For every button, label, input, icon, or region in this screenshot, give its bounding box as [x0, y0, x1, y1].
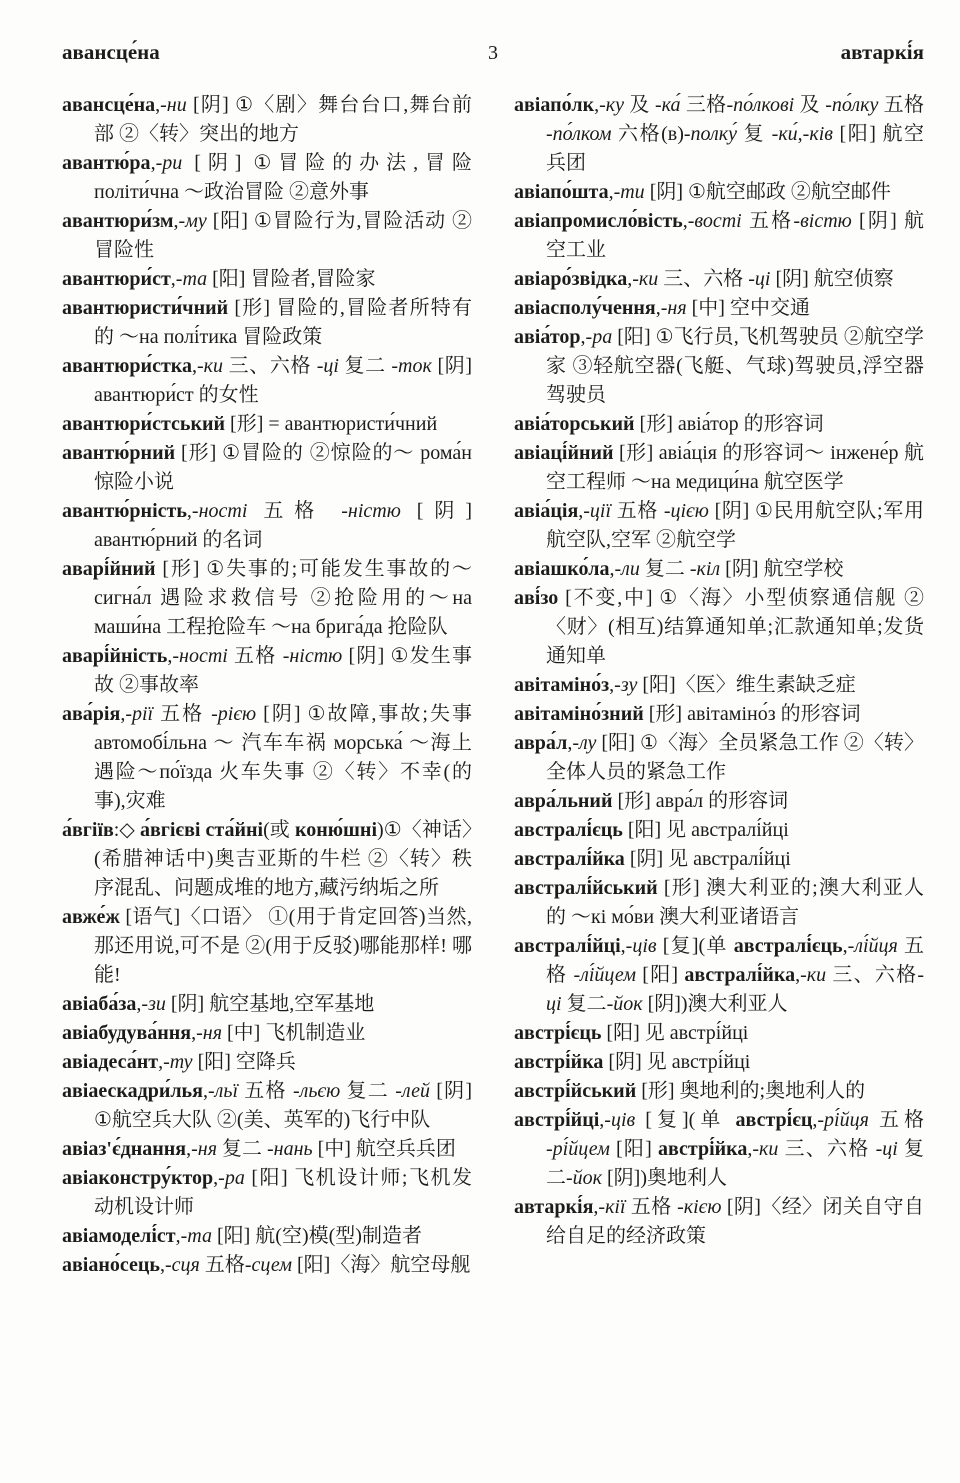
- dictionary-entry: авіаз'є́днання,-ня 复二 -нань [中] 航空兵兵团: [62, 1138, 456, 1160]
- entry-headword: австралі́йка: [514, 848, 625, 870]
- entry-headword: авіа́тор: [514, 326, 581, 348]
- dictionary-entry: авіамоделі́ст,-та [阳] 航(空)模(型)制造者: [62, 1225, 422, 1247]
- entry-headword: авіа́торський: [514, 413, 635, 435]
- entry-headword: авіабудува́ння: [62, 1022, 192, 1044]
- entry-headword: австралі́єць: [514, 819, 623, 841]
- dictionary-entry: австралі́йський [形] 澳大利亚的;澳大利亚人的 ～кі мо́ви 澳大利亚诸语言: [514, 877, 924, 928]
- dictionary-entry: авітаміно́з,-зу [阳]〈医〉维生素缺乏症: [514, 674, 856, 696]
- dictionary-entry: авіано́сець,-сця 五格-сцем [阳]〈海〉航空母舰: [62, 1254, 471, 1276]
- dictionary-entry: авіаескадри́лья,-льї 五格 -льєю 复二 -лей [阴] ①航空兵大队 ②(美、英军的)飞行中队: [62, 1080, 472, 1131]
- entry-headword: авже́ж: [62, 906, 120, 928]
- dictionary-entry: авантюри́стський [形] = авантюристи́чний: [62, 413, 438, 435]
- entry-headword: авіамоделі́ст: [62, 1225, 176, 1247]
- entry-headword: авантюристи́чний: [62, 297, 229, 319]
- entry-headword: авантю́рний: [62, 442, 176, 464]
- entry-headword: автаркі́я: [514, 1196, 594, 1218]
- dictionary-entry: авантюри́зм,-му [阳] ①冒险行为,冒险活动 ②冒险性: [62, 210, 472, 261]
- entry-headword: аварі́йний: [62, 558, 156, 580]
- entry-headword: аві́зо: [514, 587, 559, 609]
- dictionary-entry: австрі́йці,-ців [复](单 австрі́єц,-рі́йця 五格 -рі́йцем [阳] австрі́йка,-ки 三、六格 -ці 复二-йок [阴])奥地利人: [514, 1109, 925, 1189]
- entry-headword: австрі́йський: [514, 1080, 637, 1102]
- dictionary-entry: авантю́рність,-ності 五格 -ністю [阴] авантю́рний 的名词: [62, 500, 472, 551]
- entry-headword: авіано́сець: [62, 1254, 160, 1276]
- entry-headword: австрі́йка: [514, 1051, 604, 1073]
- dictionary-entry: авантюри́ст,-та [阳] 冒险者,冒险家: [62, 268, 376, 290]
- dictionary-entry: австралі́йка [阴] 见 австралі́йці: [514, 848, 791, 870]
- dictionary-entry: авіаба́за,-зи [阴] 航空基地,空军基地: [62, 993, 375, 1015]
- running-header: [62, 40, 924, 65]
- entry-headword: авіаескадри́лья: [62, 1080, 203, 1102]
- dictionary-entry: авже́ж [语气]〈口语〉 ①(用于肯定回答)当然,那还用说,可不是 ②(用于反驳)哪能那样! 哪能!: [62, 906, 472, 986]
- dictionary-entry: а́вгіїв:◇ а́вгієві ста́йні(或 коню́шні)①〈神话〉(希腊神话中)奥吉亚斯的牛栏 ②〈转〉秩序混乱、问题成堆的地方,藏污纳垢之所: [62, 819, 472, 899]
- dictionary-entry: авра́льний [形] авра́л 的形容词: [514, 790, 789, 812]
- entry-headword: а́вгіїв: [62, 819, 114, 841]
- right-column: [514, 91, 924, 1280]
- dictionary-entry: авіапо́шта,-ти [阴] ①航空邮政 ②航空邮件: [514, 181, 891, 203]
- entry-headword: австрі́єць: [514, 1022, 602, 1044]
- guide-word-left: авансце́на: [62, 40, 160, 64]
- page-number: 3: [488, 42, 498, 64]
- left-column: [62, 91, 472, 1280]
- dictionary-entry: авіаконстру́ктор,-ра [阳] 飞机设计师;飞机发动机设计师: [62, 1167, 472, 1218]
- entry-headword: авіапо́лк: [514, 94, 595, 116]
- dictionary-entry: авіабудува́ння,-ня [中] 飞机制造业: [62, 1022, 366, 1044]
- dictionary-entry: ава́рія,-рії 五格 -рією [阴] ①故障,事故;失事 автомобі́льна ～ 汽车车祸 морська́ ～海上遇险～по́їзда 火车失事 ②〈转〉不幸(的事),灾难: [62, 703, 472, 812]
- entry-headword: австралі́йський: [514, 877, 658, 899]
- entry-headword: авіашко́ла: [514, 558, 610, 580]
- dictionary-entry: австрі́єць [阳] 见 австрі́йці: [514, 1022, 749, 1044]
- dictionary-entry: австрі́йський [形] 奥地利的;奥地利人的: [514, 1080, 866, 1102]
- guide-word-right: автаркі́я: [840, 40, 924, 64]
- entry-headword: авіасполу́чення: [514, 297, 656, 319]
- entry-headword: авітаміно́з: [514, 674, 610, 696]
- dictionary-entry: авіа́тор,-ра [阳] ①飞行员,飞机驾驶员 ②航空学家 ③轻航空器(飞艇、气球)驾驶员,浮空器驾驶员: [514, 326, 924, 406]
- dictionary-entry: авіапромисло́вість,-вості 五格-вістю [阴] 航空工业: [514, 210, 924, 261]
- entry-headword: авансце́на: [62, 94, 156, 116]
- entry-headword: авра́л: [514, 732, 568, 754]
- entry-headword: авітаміно́зний: [514, 703, 644, 725]
- dictionary-entry: авіапо́лк,-ку 及 -ка́ 三格-по́лкові 及 -по́лку 五格 -по́лком 六格(в)-полку́ 复 -ки́,-ків [阳] 航空兵团: [514, 94, 924, 174]
- dictionary-entry: аві́зо [不变,中] ①〈海〉小型侦察通信舰 ②〈财〉(相互)结算通知单;汇款通知单;发货通知单: [514, 587, 924, 667]
- dictionary-entry: авіасполу́чення,-ня [中] 空中交通: [514, 297, 810, 319]
- entry-headword: австралі́йці: [514, 935, 621, 957]
- entry-headword: ава́рія: [62, 703, 121, 725]
- entry-headword: авантюри́ст: [62, 268, 171, 290]
- dictionary-entry: авіадеса́нт,-ту [阳] 空降兵: [62, 1051, 296, 1073]
- dictionary-entry: авантюристи́чний [形] 冒险的,冒险者所特有的 ～на полі́тика 冒险政策: [62, 297, 472, 348]
- dictionary-entry: австрі́йка [阴] 见 австрі́йці: [514, 1051, 751, 1073]
- dictionary-entry: аварі́йний [形] ①失事的;可能发生事故的～ сигна́л 遇险求救信号 ②抢险用的～на маши́на 工程抢险车 ～на брига́да 抢险队: [62, 558, 472, 638]
- entry-headword: авіаро́звідка: [514, 268, 628, 290]
- dictionary-entry: австралі́йці,-ців [复](单 австралі́єць,-лі́йця 五格 -лі́йцем [阳] австралі́йка,-ки 三、六格-ці 复二-йок [阴])澳大利亚人: [514, 935, 925, 1015]
- entry-headword: авіаба́за: [62, 993, 137, 1015]
- dictionary-entry: авантю́ра,-ри [阴] ①冒险的办法,冒险 політи́чна ～政治冒险 ②意外事: [62, 152, 472, 203]
- entry-headword: австрі́йці: [514, 1109, 600, 1131]
- dictionary-body: [62, 91, 924, 1280]
- entry-headword: авіаці́йний: [514, 442, 614, 464]
- dictionary-entry: австралі́єць [阳] 见 австралі́йці: [514, 819, 789, 841]
- dictionary-entry: авантюри́стка,-ки 三、六格 -ці 复二 -ток [阴] авантюри́ст 的女性: [62, 355, 473, 406]
- dictionary-entry: авіаці́йний [形] авіа́ція 的形容词～ інжене́р 航空工程师 ～на медици́на 航空医学: [514, 442, 924, 493]
- dictionary-entry: авіа́ція,-ції 五格 -цією [阴] ①民用航空队;军用航空队,空军 ②航空学: [514, 500, 925, 551]
- dictionary-entry: авіашко́ла,-ли 复二 -кіл [阴] 航空学校: [514, 558, 844, 580]
- dictionary-entry: авіа́торський [形] авіа́тор 的形容词: [514, 413, 824, 435]
- dictionary-entry: авра́л,-лу [阳] ①〈海〉全员紧急工作 ②〈转〉全体人员的紧急工作: [514, 732, 924, 783]
- entry-headword: авіаз'є́днання: [62, 1138, 187, 1160]
- entry-headword: авіа́ція: [514, 500, 579, 522]
- dictionary-entry: аварі́йність,-ності 五格 -ністю [阴] ①发生事故 ②事故率: [62, 645, 473, 696]
- dictionary-entry: авіаро́звідка,-ки 三、六格 -ці [阴] 航空侦察: [514, 268, 894, 290]
- entry-headword: авіадеса́нт: [62, 1051, 159, 1073]
- entry-headword: авіаконстру́ктор: [62, 1167, 214, 1189]
- entry-headword: авантюри́стка: [62, 355, 192, 377]
- entry-headword: авантюри́зм: [62, 210, 174, 232]
- entry-headword: авантю́рність: [62, 500, 187, 522]
- dictionary-entry: авансце́на,-ни [阴] ①〈剧〉舞台台口,舞台前部 ②〈转〉突出的地方: [62, 94, 472, 145]
- entry-headword: аварі́йність: [62, 645, 168, 667]
- dictionary-entry: авантю́рний [形] ①冒险的 ②惊险的～ рома́н 惊险小说: [62, 442, 472, 493]
- dictionary-entry: автаркі́я,-кії 五格 -кією [阴]〈经〉闭关自守自给自足的经济政策: [514, 1196, 924, 1247]
- entry-headword: авра́льний: [514, 790, 613, 812]
- entry-headword: авантю́ра: [62, 152, 151, 174]
- dictionary-entry: авітаміно́зний [形] авітаміно́з 的形容词: [514, 703, 861, 725]
- entry-headword: авіапромисло́вість: [514, 210, 683, 232]
- entry-headword: авіапо́шта: [514, 181, 609, 203]
- entry-headword: авантюри́стський: [62, 413, 226, 435]
